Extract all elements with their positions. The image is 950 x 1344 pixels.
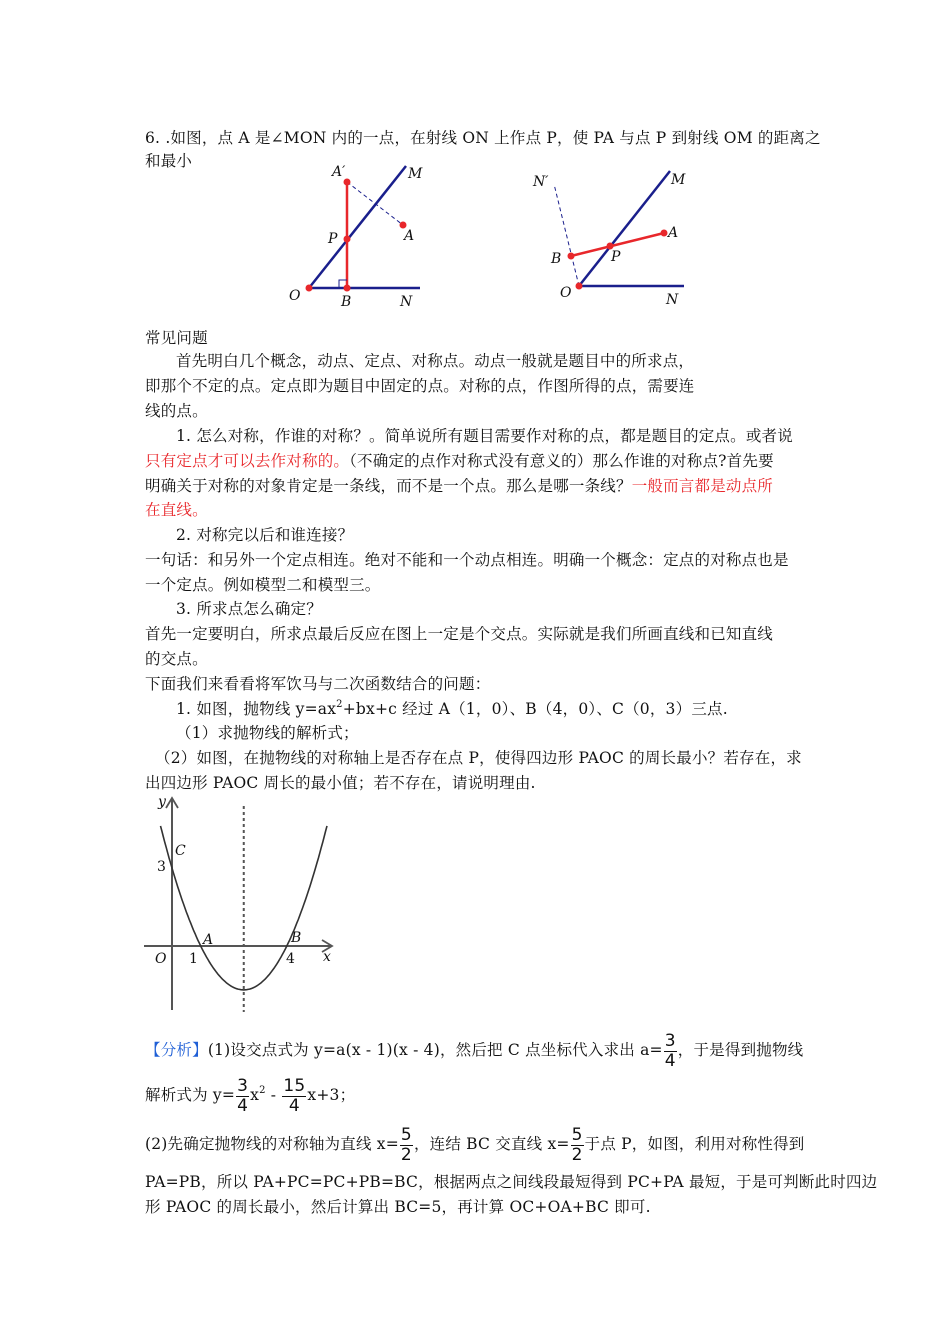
frac-den: 4 <box>664 1050 676 1071</box>
analysis-tag: 【分析】 <box>145 1041 208 1059</box>
frac-den: 4 <box>237 1095 249 1116</box>
analysis-p1-text-a: (1)设交点式为 y=a(x - 1)(x - 4)，然后把 C 点坐标代入求出 a= <box>207 1041 663 1059</box>
fraction-3-4-b <box>236 1077 249 1116</box>
label-3: 3 <box>157 859 166 875</box>
label-1: 1 <box>189 951 198 967</box>
problem1-intro: 下面我们来看看将军饮马与二次函数结合的问题： <box>145 675 491 693</box>
analysis-p1-text-b: ，于是得到抛物线 <box>677 1041 804 1059</box>
q1-line-2-rest: （不确定的点作对称式没有意义的）那么作谁的对称点?首先要 <box>349 452 774 470</box>
analysis-p1-text-f: x+3； <box>307 1086 356 1104</box>
analysis-p1-text-c: 解析式为 y= <box>145 1086 236 1104</box>
label-m: M <box>408 166 423 182</box>
q1-line-1: 1. 怎么对称，作谁的对称？。简单说所有题目需要作对称的点，都是题目的定点。或者说 <box>176 427 793 445</box>
q1-line-4: 在直线。 <box>145 501 208 519</box>
fraction-5-2-b <box>571 1126 584 1165</box>
frac-num: 3 <box>237 1075 249 1096</box>
label-o: O <box>289 288 301 304</box>
label-m-2: M <box>671 172 686 188</box>
label-o-2: O <box>560 285 572 301</box>
analysis-p1-x: x <box>250 1086 260 1104</box>
label-a-graph: A <box>203 932 214 948</box>
analysis-part2-line1 <box>145 1124 805 1165</box>
q1-highlight-2: 一般而言都是动点所 <box>631 477 774 495</box>
intro-line-1: 首先明白几个概念，动点、定点、对称点。动点一般就是题目中的所求点， <box>176 352 695 370</box>
label-a-2: A <box>668 225 679 241</box>
frac-den: 2 <box>571 1144 583 1165</box>
label-aprime: A′ <box>332 164 346 180</box>
analysis-p1-sup: 2 <box>259 1085 266 1096</box>
label-n-2: N <box>666 292 679 308</box>
label-o-graph: O <box>155 951 167 967</box>
analysis-part1-line1 <box>145 1030 803 1071</box>
frac-num: 15 <box>283 1075 306 1096</box>
intro-line-2: 即那个不定的点。定点即为题目中固定的点。对称的点，作图所得的点，需要连 <box>145 377 695 395</box>
label-p-2: P <box>611 249 621 265</box>
frac-den: 4 <box>288 1095 300 1116</box>
problem1-part1: （1）求抛物线的解析式； <box>176 724 359 742</box>
label-y: y <box>158 794 166 810</box>
q3-line-2: 的交点。 <box>145 650 208 668</box>
stem-superscript: 2 <box>336 699 343 710</box>
analysis-p1-minus: - <box>265 1086 282 1104</box>
q2-line-1: 一句话：和另外一个定点相连。绝对不能和一个动点相连。明确一个概念：定点的对称点也是 <box>145 551 789 569</box>
stem-part-b: +bx+c 经过 A（1，0）、B（4，0）、C（0，3）三点. <box>342 700 728 718</box>
label-x: x <box>323 949 331 965</box>
analysis-p2-text-c: 于点 P，如图，利用对称性得到 <box>584 1135 805 1153</box>
label-b-2: B <box>551 251 562 267</box>
frac-num: 5 <box>571 1124 583 1145</box>
q1-highlight-1: 只有定点才可以去作对称的。 <box>145 452 350 470</box>
label-n: N <box>400 294 413 310</box>
q3-title: 3. 所求点怎么确定？ <box>176 600 322 618</box>
problem1-part2-line2: 出四边形 PAOC 周长的最小值；若不存在，请说明理由. <box>145 774 536 792</box>
label-c: C <box>175 843 186 859</box>
problem6-line2: 和最小 <box>145 152 193 170</box>
intro-line-3: 线的点。 <box>145 402 208 420</box>
q2-line-2: 一个定点。例如模型二和模型三。 <box>145 576 381 594</box>
label-p: P <box>328 231 338 247</box>
problem6-line1: 6. .如图，点 A 是∠MON 内的一点，在射线 ON 上作点 P，使 PA 与点 P 到射线 OM 的距离之 <box>145 129 821 147</box>
label-a: A <box>404 228 415 244</box>
analysis-p2-text-b: ，连结 BC 交直线 x= <box>413 1135 570 1153</box>
q2-title: 2. 对称完以后和谁连接？ <box>176 526 354 544</box>
fraction-5-2 <box>400 1126 413 1165</box>
stem-part-a: 1. 如图，抛物线 y=ax <box>176 700 337 718</box>
problem1-part2-line1: （2）如图，在抛物线的对称轴上是否存在点 P，使得四边形 PAOC 的周长最小？若存在，求 <box>155 749 802 767</box>
label-4: 4 <box>286 951 295 967</box>
fraction-15-4 <box>282 1077 306 1116</box>
label-b: B <box>341 294 352 310</box>
label-b-graph: B <box>291 930 302 946</box>
analysis-part1-line2 <box>145 1075 355 1116</box>
analysis-p2-text-a: (2)先确定抛物线的对称轴为直线 x= <box>145 1135 399 1153</box>
section-heading: 常见问题 <box>145 329 208 347</box>
frac-num: 5 <box>400 1124 412 1145</box>
q1-line-3-text: 明确关于对称的对象肯定是一条线，而不是一个点。那么是哪一条线？ <box>145 477 632 495</box>
fraction-3-4 <box>664 1032 677 1071</box>
frac-num: 3 <box>664 1030 676 1051</box>
frac-den: 2 <box>400 1144 412 1165</box>
q3-line-1: 首先一定要明白，所求点最后反应在图上一定是个交点。实际就是我们所画直线和已知直线 <box>145 625 774 643</box>
analysis-part2-line2: PA=PB，所以 PA+PC=PC+PB=BC，根据两点之间线段最短得到 PC+PA 最短，于是可判断此时四边 <box>145 1173 878 1191</box>
label-nprime: N′ <box>533 174 549 190</box>
analysis-part2-line3: 形 PAOC 的周长最小，然后计算出 BC=5，再计算 OC+OA+BC 即可. <box>145 1198 651 1216</box>
